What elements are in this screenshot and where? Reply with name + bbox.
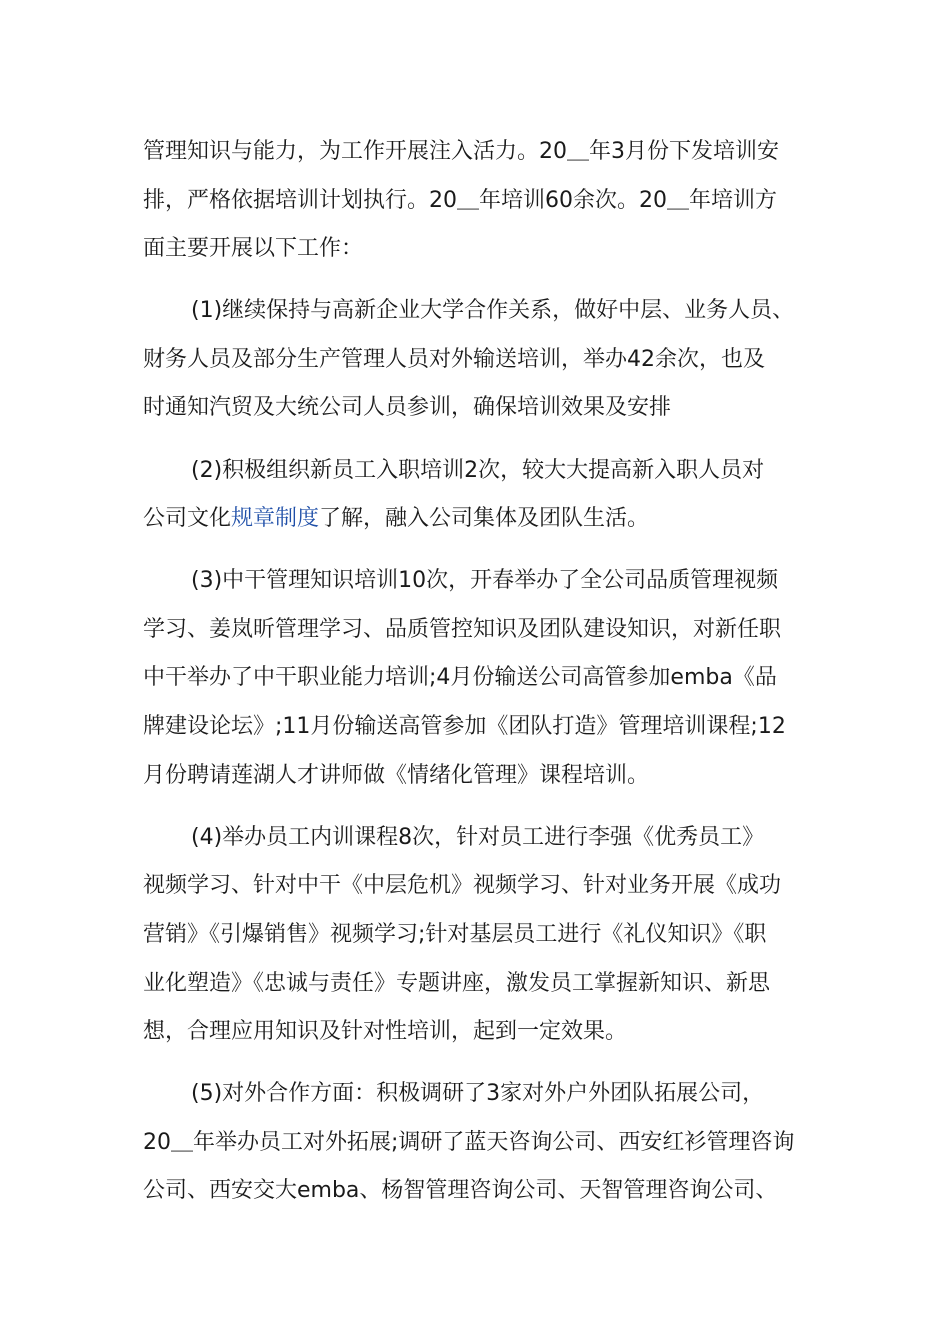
paragraph-item-5	[143, 1070, 811, 1216]
text-line	[143, 495, 811, 544]
text-line: 排，严格依据培训计划执行。20＿年培训60余次。20＿年培训方	[143, 187, 777, 213]
link-rules-regulations[interactable]: 规章制度	[231, 506, 320, 532]
text-line: (5)对外合作方面：积极调研了3家对外户外团队拓展公司，	[191, 1081, 765, 1107]
paragraph-intro	[143, 128, 811, 274]
text-line: (3)中干管理知识培训10次，开春举办了全公司品质管理视频	[191, 568, 779, 594]
text-segment: 了解，融入公司集体及团队生活。	[319, 506, 650, 532]
text-segment: 公司文化	[143, 506, 232, 532]
text-line: 业化塑造》《忠诚与责任》专题讲座，激发员工掌握新知识、新思	[143, 970, 771, 996]
text-line: 时通知汽贸及大统公司人员参训，确保培训效果及安排	[143, 395, 672, 421]
text-line: 月份聘请莲湖人才讲师做《情绪化管理》课程培训。	[143, 762, 650, 788]
paragraph-item-4	[143, 814, 811, 1057]
text-line: 牌建设论坛》;11月份输送高管参加《团队打造》管理培训课程;12	[143, 714, 786, 740]
text-line: 管理知识与能力，为工作开展注入活力。20＿年3月份下发培训安	[143, 139, 779, 164]
text-line: 营销》《引爆销售》视频学习;针对基层员工进行《礼仪知识》《职	[143, 921, 767, 947]
text-line: 中干举办了中干职业能力培训;4月份输送公司高管参加emba《品	[143, 665, 777, 691]
text-line: 想，合理应用知识及针对性培训，起到一定效果。	[143, 1019, 628, 1045]
text-line: 面主要开展以下工作：	[143, 236, 364, 262]
text-line: 财务人员及部分生产管理人员对外输送培训，举办42余次，也及	[143, 346, 765, 372]
paragraph-item-3	[143, 557, 811, 800]
text-line: (4)举办员工内训课程8次，针对员工进行李强《优秀员工》	[191, 824, 765, 850]
text-line: 学习、姜岚昕管理学习、品质管控知识及团队建设知识，对新任职	[143, 616, 782, 642]
paragraph-item-1	[143, 287, 811, 433]
text-line: (2)积极组织新员工入职培训2次，较大大提高新入职人员对	[191, 457, 765, 483]
document-body	[143, 128, 811, 1229]
text-line: 视频学习、针对中干《中层危机》视频学习、针对业务开展《成功	[143, 873, 782, 899]
paragraph-item-2	[143, 447, 811, 544]
text-line: 20＿年举办员工对外拓展;调研了蓝天咨询公司、西安红衫管理咨询	[143, 1129, 795, 1155]
text-line: 公司、西安交大emba、杨智管理咨询公司、天智管理咨询公司、	[143, 1178, 778, 1204]
text-line: (1)继续保持与高新企业大学合作关系，做好中层、业务人员、	[191, 298, 795, 324]
